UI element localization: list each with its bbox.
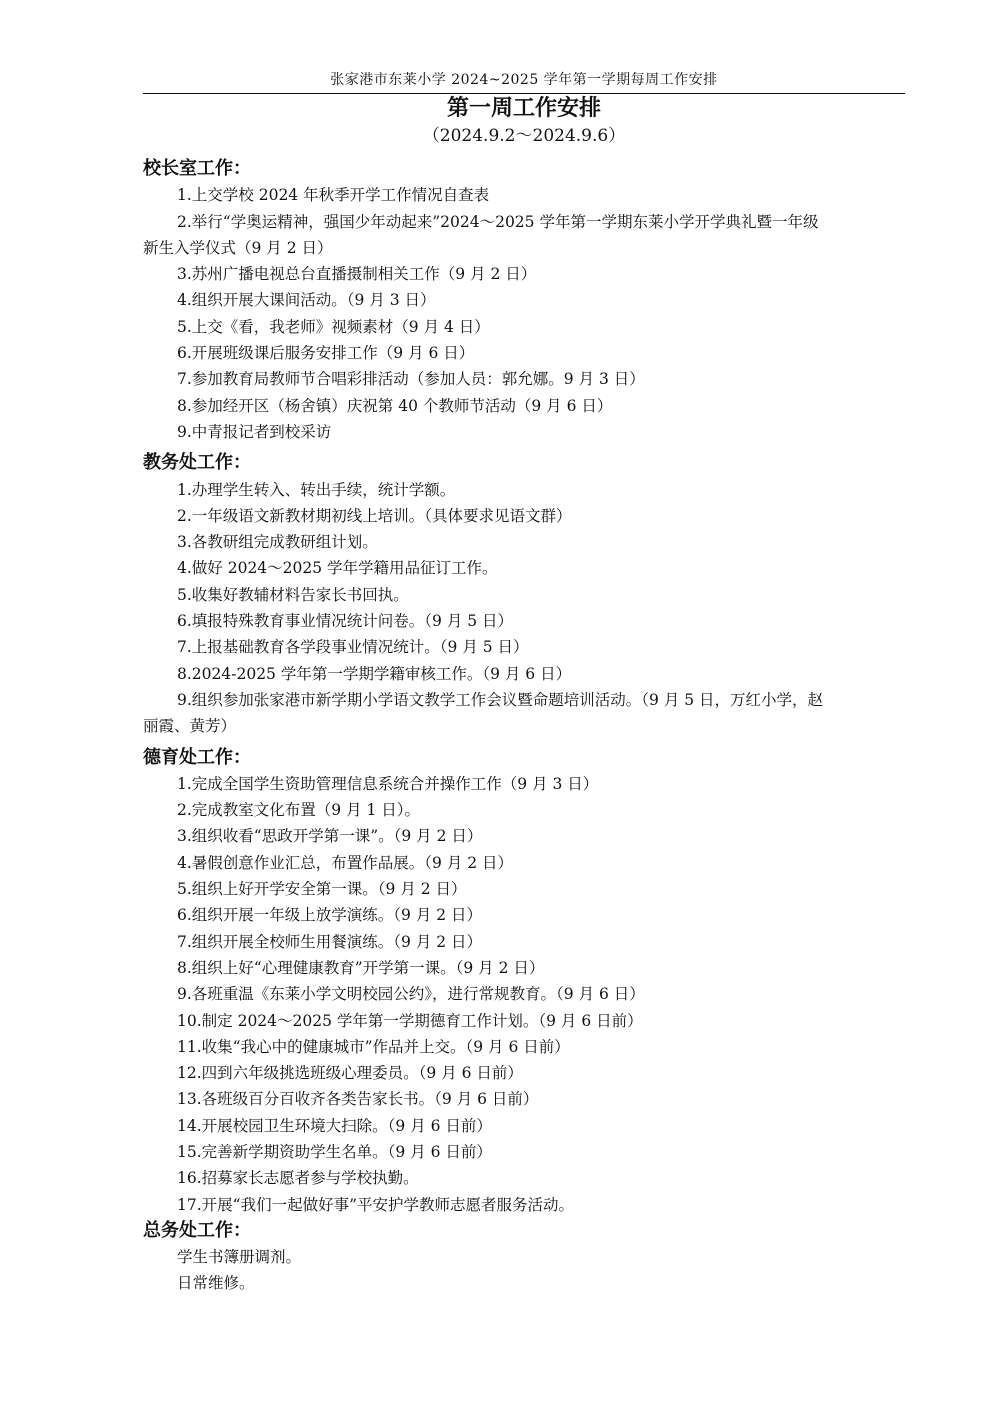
list-item: 5.上交《看，我老师》视频素材（9 月 4 日）	[177, 317, 490, 336]
academic-task-list	[143, 477, 918, 740]
page-title: 第一周工作安排	[446, 96, 601, 121]
list-item: 6.组织开展一年级上放学演练。（9 月 2 日）	[177, 906, 483, 925]
list-item: 16.招募家长志愿者参与学校执勤。	[177, 1169, 419, 1188]
list-item: 9.各班重温《东莱小学文明校园公约》，进行常规教育。（9 月 6 日）	[177, 985, 645, 1004]
list-item: 7.参加教育局教师节合唱彩排活动（参加人员：郭允娜。9 月 3 日）	[177, 370, 645, 389]
section-moral	[143, 745, 918, 1218]
list-item: 15.完善新学期资助学生名单。（9 月 6 日前）	[177, 1142, 492, 1161]
list-item: 2.举行“学奥运精神，强国少年动起来”2024～2025 学年第一学期东莱小学开学典礼暨一年级	[177, 212, 819, 231]
continuation-text: 新生入学仪式（9 月 2 日）	[143, 238, 333, 257]
list-item: 7.上报基础教育各学段事业情况统计。（9 月 5 日）	[177, 638, 529, 657]
continuation-text: 丽霞、黄芳）	[143, 717, 237, 736]
section-title-moral: 德育处工作：	[143, 746, 251, 768]
section-title-academic: 教务处工作：	[143, 452, 251, 474]
list-item: 12.四到六年级挑选班级心理委员。（9 月 6 日前）	[177, 1064, 523, 1083]
list-item: 9.中青报记者到校采访	[177, 422, 332, 441]
section-general	[143, 1218, 918, 1297]
list-item: 8.参加经开区（杨舍镇）庆祝第 40 个教师节活动（9 月 6 日）	[177, 396, 613, 415]
list-item: 6.开展班级课后服务安排工作（9 月 6 日）	[177, 344, 475, 363]
list-item-continuation	[143, 235, 918, 261]
section-principal	[143, 156, 918, 445]
list-item: 3.各教研组完成教研组计划。	[177, 533, 378, 552]
section-academic	[143, 450, 918, 739]
list-item: 10.制定 2024～2025 学年第一学期德育工作计划。（9 月 6 日前）	[177, 1011, 643, 1030]
list-item: 3.苏州广播电视总台直播摄制相关工作（9 月 2 日）	[177, 265, 537, 284]
list-item: 5.收集好教辅材料告家长书回执。	[177, 585, 409, 604]
list-item: 4.做好 2024～2025 学年学籍用品征订工作。	[177, 559, 498, 578]
list-item: 9.组织参加张家港市新学期小学语文教学工作会议暨命题培训活动。（9 月 5 日，万红小学，赵	[177, 690, 824, 709]
list-item: 日常维修。	[177, 1274, 255, 1293]
list-item: 1.办理学生转入、转出手续，统计学额。	[177, 480, 456, 499]
content-body	[143, 156, 918, 1297]
list-item: 13.各班级百分百收齐各类告家长书。（9 月 6 日前）	[177, 1090, 539, 1109]
list-item: 8.组织上好“心理健康教育”开学第一课。（9 月 2 日）	[177, 958, 545, 977]
moral-task-list	[143, 771, 918, 1218]
list-item: 14.开展校园卫生环境大扫除。（9 月 6 日前）	[177, 1116, 492, 1135]
list-item: 17.开展“我们一起做好事”平安护学教师志愿者服务活动。	[177, 1195, 575, 1214]
section-title-principal: 校长室工作：	[143, 158, 251, 179]
running-header: 张家港市东莱小学 2024~2025 学年第一学期每周工作安排	[330, 72, 718, 88]
principal-task-list	[143, 182, 918, 445]
general-task-list	[143, 1244, 918, 1297]
list-item: 2.一年级语文新教材期初线上培训。（具体要求见语文群）	[177, 506, 572, 525]
list-item: 11.收集“我心中的健康城市”作品并上交。（9 月 6 日前）	[177, 1037, 570, 1056]
section-title-general: 总务处工作：	[143, 1219, 251, 1241]
list-item: 8.2024-2025 学年第一学期学籍审核工作。（9 月 6 日）	[177, 664, 572, 683]
list-item: 2.完成教室文化布置（9 月 1 日）。	[177, 801, 421, 820]
list-item: 4.暑假创意作业汇总，布置作品展。（9 月 2 日）	[177, 853, 514, 872]
list-item: 1.完成全国学生资助管理信息系统合并操作工作（9 月 3 日）	[177, 774, 599, 793]
list-item: 1.上交学校 2024 年秋季开学工作情况自查表	[177, 186, 490, 205]
date-range: （2024.9.2～2024.9.6）	[422, 126, 626, 146]
list-item: 3.组织收看“思政开学第一课”。（9 月 2 日）	[177, 827, 483, 846]
list-item: 7.组织开展全校师生用餐演练。（9 月 2 日）	[177, 932, 483, 951]
list-item: 6.填报特殊教育事业情况统计问卷。（9 月 5 日）	[177, 612, 514, 631]
list-item: 4.组织开展大课间活动。（9 月 3 日）	[177, 291, 436, 310]
list-item: 5.组织上好开学安全第一课。（9 月 2 日）	[177, 880, 467, 899]
list-item: 学生书簿册调剂。	[177, 1248, 302, 1267]
list-item-continuation	[143, 713, 918, 739]
